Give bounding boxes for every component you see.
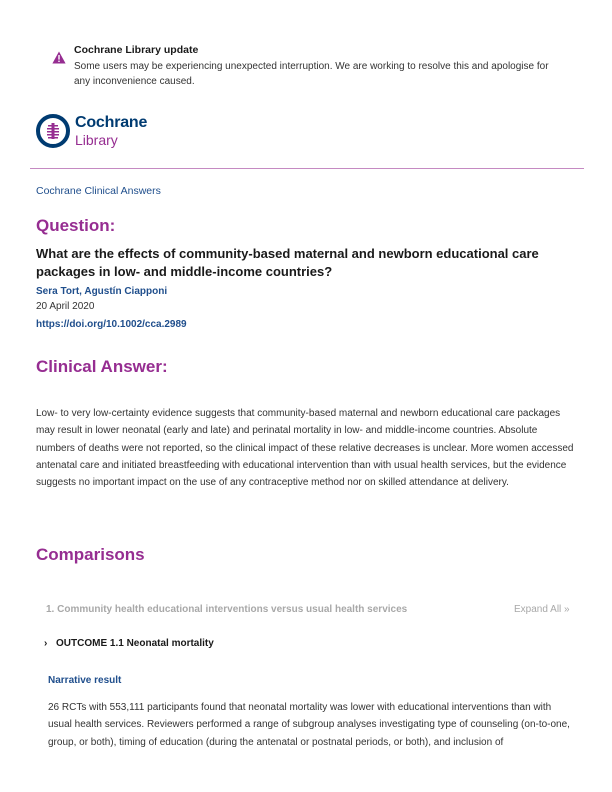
warning-triangle-icon — [52, 51, 66, 64]
doi-link[interactable]: https://doi.org/10.1002/cca.2989 — [36, 319, 187, 330]
publication-date: 20 April 2020 — [36, 301, 95, 312]
authors-link[interactable]: Sera Tort, Agustín Ciapponi — [36, 286, 168, 297]
outcome-label: OUTCOME 1.1 Neonatal mortality — [56, 638, 214, 649]
alert-message: Some users may be experiencing unexpected interruption. We are working to resolve this and apologise for any inconvenience caused. — [74, 61, 549, 87]
comparisons-heading: Comparisons — [36, 545, 145, 564]
expand-all-button[interactable]: Expand All » — [514, 604, 570, 615]
question-title: What are the effects of community-based maternal and newborn educational care packages in low- and middle-income countries? — [36, 246, 539, 279]
narrative-result-heading: Narrative result — [48, 675, 122, 686]
breadcrumb-link[interactable]: Cochrane Clinical Answers — [36, 185, 161, 197]
alert-title: Cochrane Library update — [74, 44, 199, 56]
logo-word-library: Library — [75, 132, 118, 148]
clinical-answer-text: Low- to very low-certainty evidence suggests that community-based maternal and newborn educational care packages may result in lower neonatal (early and late) and perinatal mortality in low- and middle-income countries. Absolute numbers of deaths were not reported, so the clinical impact of these relative decreases is unclear. More women accessed antenatal care and initiated breastfeeding with educational intervention than with usual health services, but the evidence suggests no important impact on the use of any contraceptive method nor on skilled attendance at delivery. — [36, 408, 574, 489]
outcome-toggle[interactable] — [44, 638, 214, 649]
clinical-answer-heading: Clinical Answer: — [36, 357, 168, 376]
header-divider — [30, 168, 584, 169]
comparison-item[interactable]: 1. Community health educational interventions versus usual health services — [46, 604, 408, 615]
chevron-right-icon: › — [44, 638, 48, 649]
cochrane-library-logo[interactable] — [36, 112, 176, 152]
narrative-result-text: 26 RCTs with 553,111 participants found that neonatal mortality was lower with educational interventions than with usual health services. Reviewers performed a range of subgroup analyses investigating type of counseling (on-to-one, group, or both), timing of education (during the antenatal or postnatal periods, or both), and inclusion of — [48, 702, 570, 748]
logo-word-cochrane: Cochrane — [75, 114, 148, 131]
cochrane-logo-icon — [36, 114, 70, 148]
question-heading: Question: — [36, 216, 116, 235]
